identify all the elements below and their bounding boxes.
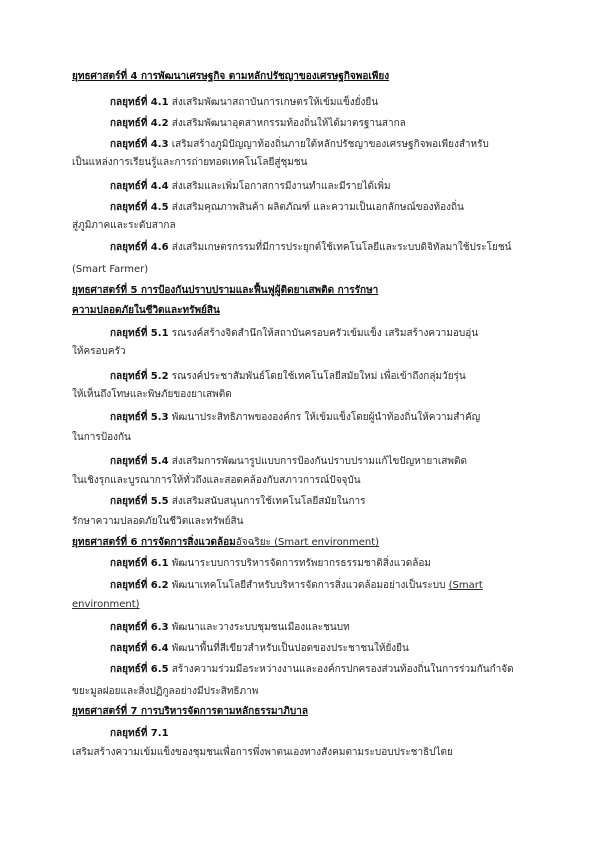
strategy-item xyxy=(110,622,350,634)
strategy-item-continuation: ให้ครอบครัว xyxy=(72,346,126,357)
strategy-item-continuation: รักษาความปลอดภัยในชีวิตและทรัพย์สิน xyxy=(72,516,244,527)
strategy-item-text: ส่งเสริมเกษตรกรรมที่มีการประยุกต์ใช้เทคโนโลยีและระบบดิจิทัลมาใช้ประโยชน์ xyxy=(171,242,512,253)
strategy-item-label: กลยุทธ์ที่ 6.4 xyxy=(110,643,169,654)
strategy-item-text: ส่งเสริมและเพิ่มโอกาสการมีงานทำและมีรายได้เพิ่ม xyxy=(171,181,391,192)
strategy-6-heading-suffix: อัจฉริยะ (Smart environment) xyxy=(235,537,380,548)
strategy-item-text: ส่งเสริมพัฒนาสถาบันการเกษตรให้เข้มแข็งยั่งยืน xyxy=(171,97,379,108)
strategy-item-text: ส่งเสริมพัฒนาอุตสาหกรรมท้องถิ่นให้ได้มาตรฐานสากล xyxy=(171,118,406,129)
strategy-item-label: กลยุทธ์ที่ 5.2 xyxy=(110,371,169,382)
strategy-item-text: รณรงค์สร้างจิตสำนึกให้สถาบันครอบครัวเข้มแข็ง เสริมสร้างความอบอุ่น xyxy=(171,328,479,339)
strategy-5-heading-line2: ความปลอดภัยในชีวิตและทรัพย์สิน xyxy=(72,305,220,316)
strategy-item-text: ส่งเสริมคุณภาพสินค้า ผลิตภัณฑ์ และความเป็นเอกลักษณ์ของท้องถิ่น xyxy=(171,202,464,213)
strategy-5-heading-line1: ยุทธศาสตร์ที่ 5 การป้องกันปราบปรามและฟื้นฟูผู้ติดยาเสพติด การรักษา xyxy=(72,285,379,296)
strategy-item-label: กลยุทธ์ที่ 5.1 xyxy=(110,328,169,339)
strategy-item-text: พัฒนาและวางระบบชุมชนเมืองและชนบท xyxy=(171,622,350,633)
strategy-item xyxy=(110,664,514,676)
strategy-item xyxy=(110,202,464,214)
strategy-item-text-tail: (Smart xyxy=(448,580,483,591)
strategy-item-continuation: environment) xyxy=(72,599,140,610)
strategy-item-label: กลยุทธ์ที่ 5.5 xyxy=(110,496,169,507)
strategy-item-label: กลยุทธ์ที่ 6.2 xyxy=(110,580,169,591)
strategy-item-continuation: สู่ภูมิภาคและระดับสากล xyxy=(72,220,176,231)
strategy-item-text: ส่งเสริมสนับสนุนการใช้เทคโนโลยีสมัยในการ xyxy=(171,496,366,507)
strategy-item-text: พัฒนาเทคโนโลยีสำหรับบริหารจัดการสิ่งแวดล้อมอย่างเป็นระบบ xyxy=(171,580,446,591)
strategy-item xyxy=(110,242,511,254)
strategy-item-text: เสริมสร้างภูมิปัญญาท้องถิ่นภายใต้หลักปรัชญาของเศรษฐกิจพอเพียงสำหรับ xyxy=(171,139,489,150)
strategy-item-label: กลยุทธ์ที่ 4.6 xyxy=(110,242,169,253)
strategy-item-label: กลยุทธ์ที่ 4.4 xyxy=(110,181,169,192)
strategy-item-continuation: (Smart Farmer) xyxy=(72,264,149,275)
strategy-item-label: กลยุทธ์ที่ 6.3 xyxy=(110,622,169,633)
strategy-item-text: รณรงค์ประชาสัมพันธ์โดยใช้เทคโนโลยีสมัยใหม่ เพื่อเข้าถึงกลุ่มวัยรุ่น xyxy=(171,371,466,382)
strategy-item-text: พัฒนาระบบการบริหารจัดการทรัพยากรธรรมชาติสิ่งแวดล้อม xyxy=(171,558,432,569)
strategy-item-continuation: ในการป้องกัน xyxy=(72,432,131,443)
strategy-item xyxy=(110,456,467,468)
strategy-item xyxy=(110,496,366,508)
strategy-item xyxy=(110,118,406,130)
strategy-item xyxy=(110,139,489,151)
strategy-item-text: ส่งเสริมการพัฒนารูปแบบการป้องกันปราบปรามแก้ไขปัญหายาเสพติด xyxy=(171,456,467,467)
strategy-6-heading xyxy=(72,537,379,549)
strategy-item xyxy=(110,580,483,592)
strategy-item-continuation: เป็นแหล่งการเรียนรู้และการถ่ายทอดเทคโนโลยีสู่ชุมชน xyxy=(72,157,308,168)
strategy-item xyxy=(110,328,478,340)
strategy-item-label: กลยุทธ์ที่ 5.3 xyxy=(110,412,169,423)
strategy-item xyxy=(110,558,431,570)
strategy-item-text: พัฒนาประสิทธิภาพขององค์กร ให้เข้มแข็งโดยผู้นำท้องถิ่นให้ความสำคัญ xyxy=(171,412,481,423)
strategy-item-text: สร้างความร่วมมือระหว่างงานและองค์กรปกครองส่วนท้องถิ่นในการร่วมกันกำจัด xyxy=(171,664,514,675)
strategy-6-heading-title: ยุทธศาสตร์ที่ 6 การจัดการสิ่งแวดล้อม xyxy=(72,537,236,548)
strategy-item-continuation: ให้เห็นถึงโทษและพิษภัยของยาเสพติด xyxy=(72,389,232,400)
strategy-item-continuation: ในเชิงรุกและบูรณาการให้ทั่วถึงและสอดคล้องกับสภาวการณ์ปัจจุบัน xyxy=(72,475,361,486)
strategy-item-text: พัฒนาพื้นที่สีเขียวสำหรับเป็นปอดของประชาชนให้ยั่งยืน xyxy=(171,643,409,654)
strategy-item-label: กลยุทธ์ที่ 6.1 xyxy=(110,558,169,569)
strategy-item-label: กลยุทธ์ที่ 6.5 xyxy=(110,664,169,675)
strategy-item-label: กลยุทธ์ที่ 5.4 xyxy=(110,456,169,467)
strategy-item-label: กลยุทธ์ที่ 4.5 xyxy=(110,202,169,213)
strategy-item xyxy=(110,412,480,424)
strategy-item xyxy=(110,181,391,193)
strategy-item-continuation: ขยะมูลฝอยและสิ่งปฏิกูลอย่างมีประสิทธิภาพ xyxy=(72,686,259,697)
strategy-item-label: กลยุทธ์ที่ 4.3 xyxy=(110,139,169,150)
strategy-item-label: กลยุทธ์ที่ 7.1 xyxy=(110,728,169,739)
strategy-item xyxy=(110,97,378,109)
strategy-4-heading: ยุทธศาสตร์ที่ 4 การพัฒนาเศรษฐกิจ ตามหลักปรัชญาของเศรษฐกิจพอเพียง xyxy=(72,71,390,82)
strategy-item xyxy=(110,371,466,383)
strategy-item xyxy=(110,643,409,655)
strategy-7-heading: ยุทธศาสตร์ที่ 7 การบริหารจัดการตามหลักธรรมาภิบาล xyxy=(72,706,308,717)
strategy-item-continuation: เสริมสร้างความเข้มแข็งของชุมชนเพื่อการพึ่งพาตนเองทางสังคมตามระบอบประชาธิปไตย xyxy=(72,747,453,758)
strategy-item-label: กลยุทธ์ที่ 4.1 xyxy=(110,97,169,108)
strategy-item-label: กลยุทธ์ที่ 4.2 xyxy=(110,118,169,129)
